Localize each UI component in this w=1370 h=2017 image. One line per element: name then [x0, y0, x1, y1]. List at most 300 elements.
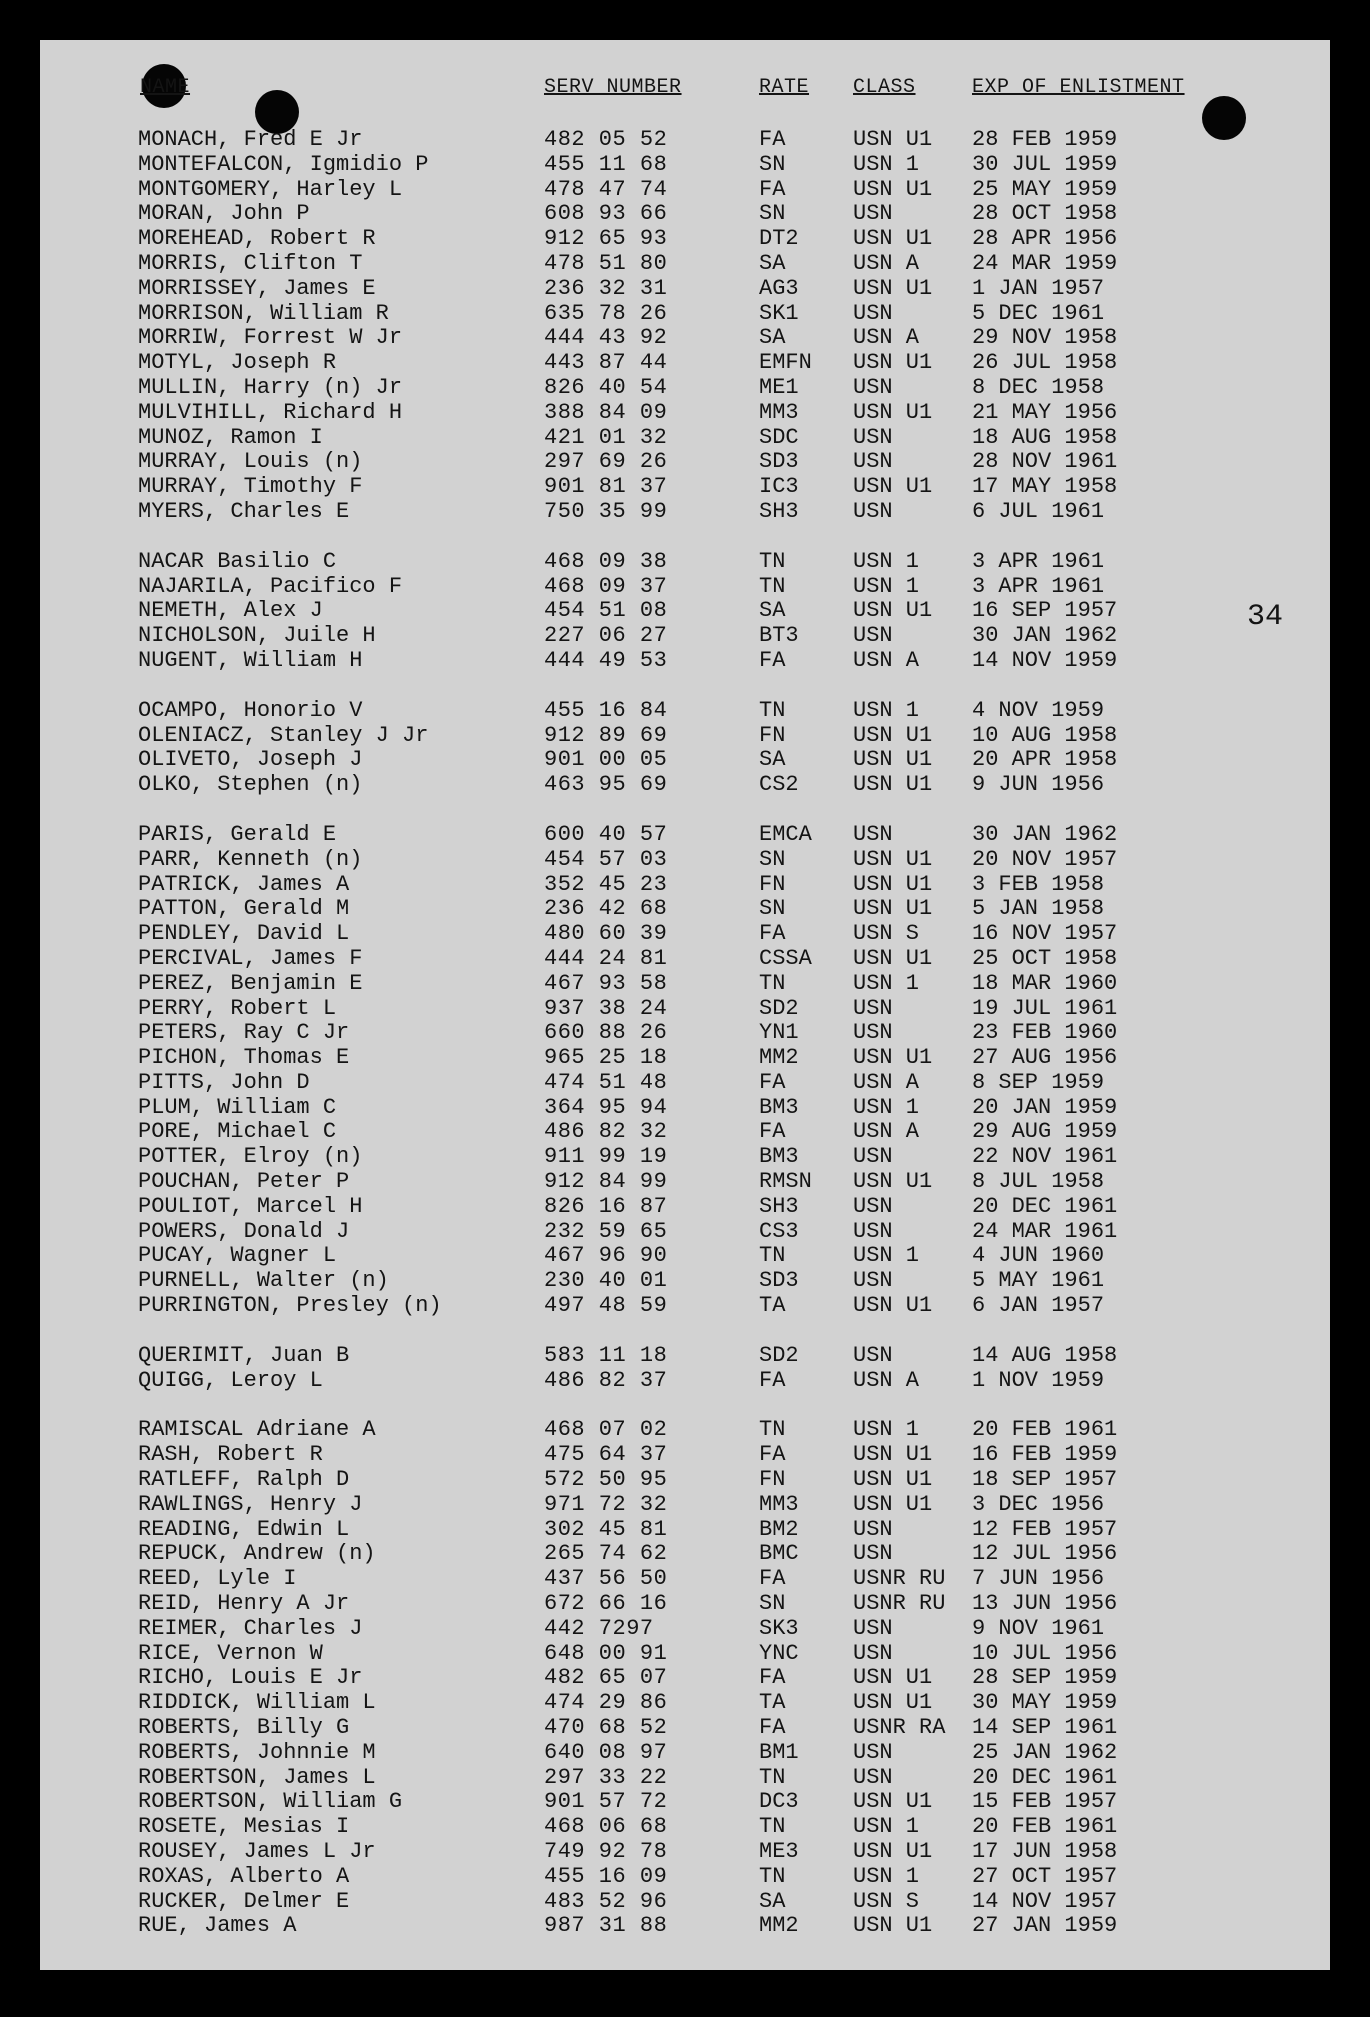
roster-row — [40, 1542, 1330, 1567]
class: USN U1 — [853, 1442, 933, 1468]
sailor-name: PENDLEY, David L — [138, 921, 350, 947]
class: USN U1 — [853, 871, 933, 897]
expiration-of-enlistment: 29 AUG 1959 — [972, 1119, 1118, 1145]
roster-row — [40, 500, 1330, 525]
expiration-of-enlistment: 8 SEP 1959 — [972, 1069, 1105, 1095]
expiration-of-enlistment: 30 JAN 1962 — [972, 623, 1118, 649]
rate: SA — [759, 250, 786, 276]
class: USN U1 — [853, 772, 933, 798]
roster-row — [40, 1145, 1330, 1170]
roster-group — [40, 1418, 1330, 1939]
sailor-name: REID, Henry A Jr — [138, 1591, 350, 1617]
class: USN U1 — [853, 176, 933, 202]
class: USN U1 — [853, 1045, 933, 1071]
roster-row — [40, 1865, 1330, 1890]
sailor-name: RAWLINGS, Henry J — [138, 1491, 363, 1517]
expiration-of-enlistment: 14 NOV 1959 — [972, 647, 1118, 673]
expiration-of-enlistment: 5 DEC 1961 — [972, 300, 1105, 326]
class: USN U1 — [853, 1690, 933, 1716]
rate: SK3 — [759, 1615, 799, 1641]
service-number: 463 95 69 — [544, 772, 668, 798]
sailor-name: ROSETE, Mesias I — [138, 1814, 350, 1840]
rate: SK1 — [759, 300, 799, 326]
roster-group — [40, 699, 1330, 798]
expiration-of-enlistment: 20 JAN 1959 — [972, 1094, 1118, 1120]
roster-row — [40, 1642, 1330, 1667]
expiration-of-enlistment: 24 MAR 1959 — [972, 250, 1118, 276]
sailor-name: MURRAY, Timothy F — [138, 474, 363, 500]
rate: FA — [759, 1665, 786, 1691]
sailor-name: MYERS, Charles E — [138, 498, 350, 524]
rate: YN1 — [759, 1020, 799, 1046]
sailor-name: MOTYL, Joseph R — [138, 350, 337, 376]
rate: ME3 — [759, 1839, 799, 1864]
class: USN — [853, 1268, 893, 1294]
rate: CS2 — [759, 772, 799, 798]
roster-row — [40, 649, 1330, 674]
rate: FN — [759, 722, 786, 748]
expiration-of-enlistment: 15 FEB 1957 — [972, 1789, 1118, 1815]
sailor-name: MORRISON, William R — [138, 300, 389, 326]
roster-row — [40, 1120, 1330, 1145]
expiration-of-enlistment: 9 JUN 1956 — [972, 772, 1105, 798]
sailor-name: ROBERTS, Johnnie M — [138, 1739, 376, 1765]
service-number: 444 43 92 — [544, 325, 668, 351]
service-number: 468 06 68 — [544, 1814, 668, 1840]
sailor-name: PLUM, William C — [138, 1094, 337, 1120]
rate: SA — [759, 1888, 786, 1914]
service-number: 444 49 53 — [544, 647, 668, 673]
service-number: 483 52 96 — [544, 1888, 668, 1914]
sailor-name: PORE, Michael C — [138, 1119, 337, 1145]
expiration-of-enlistment: 20 DEC 1961 — [972, 1764, 1118, 1790]
roster-row — [40, 1443, 1330, 1468]
expiration-of-enlistment: 28 FEB 1959 — [972, 127, 1118, 152]
class: USN U1 — [853, 350, 933, 376]
service-number: 467 96 90 — [544, 1243, 668, 1269]
roster-row — [40, 450, 1330, 475]
rate: MM3 — [759, 1491, 799, 1517]
class: USN U1 — [853, 1491, 933, 1517]
sailor-name: RAMISCAL Adriane A — [138, 1417, 376, 1443]
sailor-name: ROUSEY, James L Jr — [138, 1839, 376, 1864]
roster-row — [40, 873, 1330, 898]
class: USN 1 — [853, 1863, 920, 1889]
roster-row — [40, 128, 1330, 153]
rate: MM2 — [759, 1913, 799, 1939]
class: USN A — [853, 1119, 920, 1145]
class: USN — [853, 1739, 893, 1765]
expiration-of-enlistment: 12 JUL 1956 — [972, 1541, 1118, 1567]
class: USNR RA — [853, 1715, 946, 1741]
class: USN U1 — [853, 1913, 933, 1939]
sailor-name: RICHO, Louis E Jr — [138, 1665, 363, 1691]
sailor-name: ROXAS, Alberto A — [138, 1863, 350, 1889]
rate: FA — [759, 921, 786, 947]
class: USN U1 — [853, 226, 933, 252]
rate: FA — [759, 1715, 786, 1741]
class: USN — [853, 821, 893, 847]
roster-row — [40, 1567, 1330, 1592]
sailor-name: MONTGOMERY, Harley L — [138, 176, 403, 202]
rate: FA — [759, 176, 786, 202]
roster-row — [40, 922, 1330, 947]
rate: BMC — [759, 1541, 799, 1567]
expiration-of-enlistment: 20 DEC 1961 — [972, 1193, 1118, 1219]
service-number: 482 05 52 — [544, 127, 668, 152]
rate: FA — [759, 1442, 786, 1468]
sailor-name: MULLIN, Harry (n) Jr — [138, 374, 403, 400]
roster-row — [40, 1046, 1330, 1071]
roster-row — [40, 351, 1330, 376]
service-number: 443 87 44 — [544, 350, 668, 376]
class: USN 1 — [853, 1243, 920, 1269]
rate: FA — [759, 1566, 786, 1592]
roster-row — [40, 1418, 1330, 1443]
service-number: 749 92 78 — [544, 1839, 668, 1864]
class: USN 1 — [853, 548, 920, 574]
sailor-name: NUGENT, William H — [138, 647, 363, 673]
sailor-name: MURRAY, Louis (n) — [138, 449, 363, 475]
expiration-of-enlistment: 14 AUG 1958 — [972, 1342, 1118, 1368]
rate: DC3 — [759, 1789, 799, 1815]
rate: SA — [759, 747, 786, 773]
sailor-name: POUCHAN, Peter P — [138, 1169, 350, 1195]
sailor-name: RASH, Robert R — [138, 1442, 323, 1468]
expiration-of-enlistment: 30 MAY 1959 — [972, 1690, 1118, 1716]
service-number: 672 66 16 — [544, 1591, 668, 1617]
service-number: 236 32 31 — [544, 275, 668, 301]
header-name: NAME — [140, 76, 191, 99]
service-number: 660 88 26 — [544, 1020, 668, 1046]
expiration-of-enlistment: 9 NOV 1961 — [972, 1615, 1105, 1641]
service-number: 467 93 58 — [544, 970, 668, 996]
rate: SA — [759, 598, 786, 624]
sailor-name: RIDDICK, William L — [138, 1690, 376, 1716]
expiration-of-enlistment: 20 NOV 1957 — [972, 846, 1118, 872]
rate: EMCA — [759, 821, 812, 847]
expiration-of-enlistment: 27 AUG 1956 — [972, 1045, 1118, 1071]
expiration-of-enlistment: 18 MAR 1960 — [972, 970, 1118, 996]
class: USN U1 — [853, 896, 933, 922]
service-number: 388 84 09 — [544, 399, 668, 425]
service-number: 640 08 97 — [544, 1739, 668, 1765]
service-number: 468 07 02 — [544, 1417, 668, 1443]
expiration-of-enlistment: 21 MAY 1956 — [972, 399, 1118, 425]
sailor-name: RUCKER, Delmer E — [138, 1888, 350, 1914]
roster-row — [40, 178, 1330, 203]
service-number: 600 40 57 — [544, 821, 668, 847]
roster-row — [40, 277, 1330, 302]
class: USN — [853, 449, 893, 475]
sailor-name: REIMER, Charles J — [138, 1615, 363, 1641]
sailor-name: ROBERTSON, William G — [138, 1789, 403, 1815]
service-number: 572 50 95 — [544, 1467, 668, 1493]
roster-row — [40, 748, 1330, 773]
expiration-of-enlistment: 3 APR 1961 — [972, 573, 1105, 599]
service-number: 486 82 37 — [544, 1367, 668, 1393]
rate: TN — [759, 1764, 786, 1790]
roster-row — [40, 550, 1330, 575]
roster-row — [40, 1220, 1330, 1245]
expiration-of-enlistment: 10 JUL 1956 — [972, 1640, 1118, 1666]
expiration-of-enlistment: 8 DEC 1958 — [972, 374, 1105, 400]
sailor-name: MORRIW, Forrest W Jr — [138, 325, 403, 351]
service-number: 912 89 69 — [544, 722, 668, 748]
roster-row — [40, 1468, 1330, 1493]
expiration-of-enlistment: 20 FEB 1961 — [972, 1814, 1118, 1840]
class: USN 1 — [853, 1814, 920, 1840]
sailor-name: REPUCK, Andrew (n) — [138, 1541, 376, 1567]
class: USNR RU — [853, 1591, 946, 1617]
roster-row — [40, 1244, 1330, 1269]
service-number: 826 16 87 — [544, 1193, 668, 1219]
rate: TN — [759, 1243, 786, 1269]
sailor-name: QUERIMIT, Juan B — [138, 1342, 350, 1368]
service-number: 937 38 24 — [544, 995, 668, 1021]
service-number: 230 40 01 — [544, 1268, 668, 1294]
roster-row — [40, 1344, 1330, 1369]
class: USN 1 — [853, 573, 920, 599]
roster-row — [40, 1766, 1330, 1791]
rate: TN — [759, 970, 786, 996]
roster-row — [40, 773, 1330, 798]
header-exp-of-enlistment: EXP OF ENLISTMENT — [972, 76, 1185, 99]
rate: SN — [759, 201, 786, 227]
service-number: 478 51 80 — [544, 250, 668, 276]
sailor-name: OCAMPO, Honorio V — [138, 697, 363, 723]
roster-row — [40, 575, 1330, 600]
column-headers — [40, 76, 1330, 116]
rate: TN — [759, 548, 786, 574]
rate: SH3 — [759, 498, 799, 524]
rate: BT3 — [759, 623, 799, 649]
expiration-of-enlistment: 14 NOV 1957 — [972, 1888, 1118, 1914]
sailor-name: MUNOZ, Ramon I — [138, 424, 323, 450]
expiration-of-enlistment: 1 JAN 1957 — [972, 275, 1105, 301]
service-number: 455 11 68 — [544, 151, 668, 177]
service-number: 297 69 26 — [544, 449, 668, 475]
expiration-of-enlistment: 3 DEC 1956 — [972, 1491, 1105, 1517]
expiration-of-enlistment: 28 SEP 1959 — [972, 1665, 1118, 1691]
class: USN U1 — [853, 275, 933, 301]
rate: FA — [759, 647, 786, 673]
sailor-name: OLIVETO, Joseph J — [138, 747, 363, 773]
class: USN A — [853, 647, 920, 673]
class: USN U1 — [853, 1293, 933, 1319]
sailor-name: PATTON, Gerald M — [138, 896, 350, 922]
service-number: 648 00 91 — [544, 1640, 668, 1666]
service-number: 912 84 99 — [544, 1169, 668, 1195]
roster-row — [40, 1021, 1330, 1046]
roster-row — [40, 972, 1330, 997]
roster-row — [40, 947, 1330, 972]
rate: SD2 — [759, 1342, 799, 1368]
service-number: 482 65 07 — [544, 1665, 668, 1691]
class: USN 1 — [853, 151, 920, 177]
expiration-of-enlistment: 8 JUL 1958 — [972, 1169, 1105, 1195]
expiration-of-enlistment: 27 OCT 1957 — [972, 1863, 1118, 1889]
roster-row — [40, 1840, 1330, 1865]
class: USN A — [853, 250, 920, 276]
rate: FA — [759, 1367, 786, 1393]
roster-row — [40, 1170, 1330, 1195]
sailor-name: PUCAY, Wagner L — [138, 1243, 337, 1269]
rate: TN — [759, 1863, 786, 1889]
rate: BM3 — [759, 1144, 799, 1170]
sailor-name: MORRISSEY, James E — [138, 275, 376, 301]
class: USN 1 — [853, 1417, 920, 1443]
service-number: 912 65 93 — [544, 226, 668, 252]
rate: SN — [759, 1591, 786, 1617]
rate: MM3 — [759, 399, 799, 425]
roster-row — [40, 252, 1330, 277]
rate: DT2 — [759, 226, 799, 252]
rate: SD3 — [759, 1268, 799, 1294]
sailor-name: MORRIS, Clifton T — [138, 250, 363, 276]
sailor-name: OLENIACZ, Stanley J Jr — [138, 722, 429, 748]
sailor-name: PICHON, Thomas E — [138, 1045, 350, 1071]
roster-row — [40, 1617, 1330, 1642]
expiration-of-enlistment: 30 JAN 1962 — [972, 821, 1118, 847]
expiration-of-enlistment: 30 JUL 1959 — [972, 151, 1118, 177]
service-number: 437 56 50 — [544, 1566, 668, 1592]
expiration-of-enlistment: 1 NOV 1959 — [972, 1367, 1105, 1393]
class: USN U1 — [853, 846, 933, 872]
roster-group — [40, 550, 1330, 674]
roster-row — [40, 1071, 1330, 1096]
sailor-name: RICE, Vernon W — [138, 1640, 323, 1666]
class: USN — [853, 1615, 893, 1641]
service-number: 232 59 65 — [544, 1218, 668, 1244]
service-number: 454 51 08 — [544, 598, 668, 624]
service-number: 486 82 32 — [544, 1119, 668, 1145]
sailor-name: RATLEFF, Ralph D — [138, 1467, 350, 1493]
class: USN — [853, 995, 893, 1021]
expiration-of-enlistment: 5 MAY 1961 — [972, 1268, 1105, 1294]
service-number: 265 74 62 — [544, 1541, 668, 1567]
roster-row — [40, 897, 1330, 922]
class: USN U1 — [853, 722, 933, 748]
rate: SH3 — [759, 1193, 799, 1219]
roster-group — [40, 128, 1330, 525]
sailor-name: PURNELL, Walter (n) — [138, 1268, 389, 1294]
rate: SD3 — [759, 449, 799, 475]
service-number: 987 31 88 — [544, 1913, 668, 1939]
roster-row — [40, 1294, 1330, 1319]
expiration-of-enlistment: 16 NOV 1957 — [972, 921, 1118, 947]
class: USN A — [853, 1367, 920, 1393]
class: USN U1 — [853, 945, 933, 971]
service-number: 302 45 81 — [544, 1516, 668, 1542]
service-number: 583 11 18 — [544, 1342, 668, 1368]
header-class: CLASS — [853, 76, 916, 99]
roster-row — [40, 1815, 1330, 1840]
sailor-name: PARIS, Gerald E — [138, 821, 337, 847]
roster-row — [40, 1741, 1330, 1766]
roster-row — [40, 1369, 1330, 1394]
class: USN 1 — [853, 697, 920, 723]
service-number: 965 25 18 — [544, 1045, 668, 1071]
service-number: 468 09 37 — [544, 573, 668, 599]
expiration-of-enlistment: 20 APR 1958 — [972, 747, 1118, 773]
roster-row — [40, 426, 1330, 451]
roster-group — [40, 1344, 1330, 1394]
expiration-of-enlistment: 6 JUL 1961 — [972, 498, 1105, 524]
roster-row — [40, 376, 1330, 401]
roster-page — [40, 40, 1330, 1970]
service-number: 635 78 26 — [544, 300, 668, 326]
service-number: 227 06 27 — [544, 623, 668, 649]
roster-row — [40, 401, 1330, 426]
class: USN U1 — [853, 474, 933, 500]
expiration-of-enlistment: 20 FEB 1961 — [972, 1417, 1118, 1443]
rate: FA — [759, 1069, 786, 1095]
class: USN U1 — [853, 1789, 933, 1815]
class: USN — [853, 374, 893, 400]
sailor-name: PERRY, Robert L — [138, 995, 337, 1021]
rate: SN — [759, 896, 786, 922]
expiration-of-enlistment: 23 FEB 1960 — [972, 1020, 1118, 1046]
class: USN — [853, 300, 893, 326]
rate: SDC — [759, 424, 799, 450]
service-number: 297 33 22 — [544, 1764, 668, 1790]
expiration-of-enlistment: 25 OCT 1958 — [972, 945, 1118, 971]
sailor-name: PEREZ, Benjamin E — [138, 970, 363, 996]
service-number: 468 09 38 — [544, 548, 668, 574]
roster-row — [40, 1790, 1330, 1815]
roster-row — [40, 326, 1330, 351]
service-number: 444 24 81 — [544, 945, 668, 971]
rate: SD2 — [759, 995, 799, 1021]
sailor-name: MORAN, John P — [138, 201, 310, 227]
class: USN — [853, 424, 893, 450]
rate: BM3 — [759, 1094, 799, 1120]
rate: SN — [759, 151, 786, 177]
rate: SN — [759, 846, 786, 872]
sailor-name: READING, Edwin L — [138, 1516, 350, 1542]
rate: FA — [759, 127, 786, 152]
class: USN U1 — [853, 1665, 933, 1691]
sailor-name: PETERS, Ray C Jr — [138, 1020, 350, 1046]
class: USN — [853, 1541, 893, 1567]
roster-row — [40, 624, 1330, 649]
expiration-of-enlistment: 6 JAN 1957 — [972, 1293, 1105, 1319]
service-number: 750 35 99 — [544, 498, 668, 524]
roster-row — [40, 202, 1330, 227]
expiration-of-enlistment: 10 AUG 1958 — [972, 722, 1118, 748]
roster-row — [40, 1890, 1330, 1915]
rate: CS3 — [759, 1218, 799, 1244]
class: USN 1 — [853, 970, 920, 996]
service-number: 608 93 66 — [544, 201, 668, 227]
service-number: 901 81 37 — [544, 474, 668, 500]
roster-row — [40, 475, 1330, 500]
rate: EMFN — [759, 350, 812, 376]
roster-row — [40, 227, 1330, 252]
roster-row — [40, 1269, 1330, 1294]
class: USN U1 — [853, 1467, 933, 1493]
sailor-name: PURRINGTON, Presley (n) — [138, 1293, 442, 1319]
roster-row — [40, 1592, 1330, 1617]
expiration-of-enlistment: 25 JAN 1962 — [972, 1739, 1118, 1765]
class: USN S — [853, 921, 920, 947]
expiration-of-enlistment: 22 NOV 1961 — [972, 1144, 1118, 1170]
expiration-of-enlistment: 14 SEP 1961 — [972, 1715, 1118, 1741]
expiration-of-enlistment: 17 JUN 1958 — [972, 1839, 1118, 1864]
expiration-of-enlistment: 3 FEB 1958 — [972, 871, 1105, 897]
class: USN U1 — [853, 598, 933, 624]
